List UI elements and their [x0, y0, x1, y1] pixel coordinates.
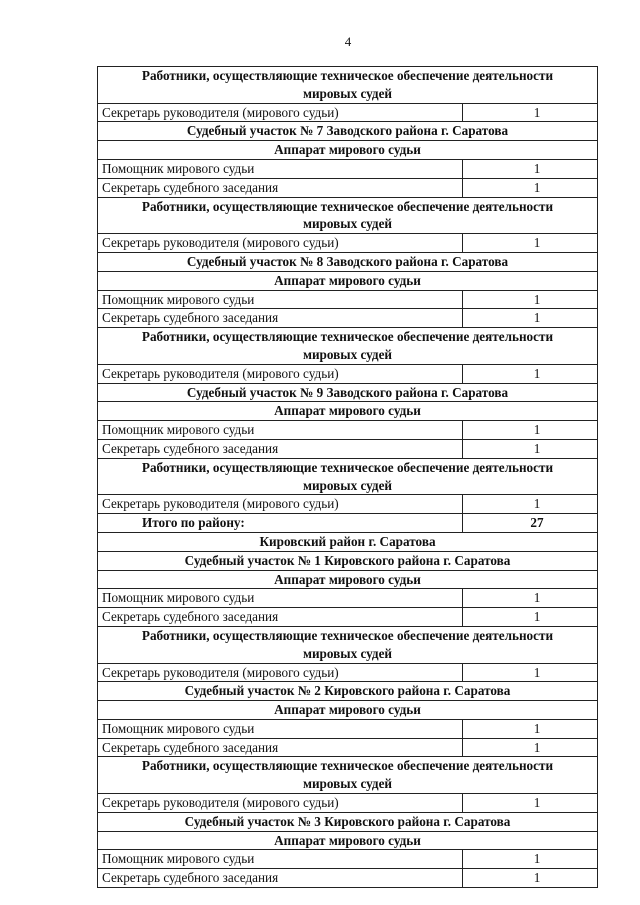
position-count: 1	[463, 663, 598, 682]
position-count: 1	[463, 159, 598, 178]
table-row	[98, 178, 598, 197]
position-name: Секретарь судебного заседания	[98, 869, 463, 888]
position-name: Секретарь руководителя (мирового судьи)	[98, 364, 463, 383]
table-row	[98, 495, 598, 514]
position-count: 1	[463, 850, 598, 869]
section-header: Аппарат мирового судьи	[98, 402, 598, 421]
total-row	[98, 514, 598, 533]
position-count: 1	[463, 495, 598, 514]
section-header: Аппарат мирового судьи	[98, 831, 598, 850]
total-value: 27	[463, 514, 598, 533]
position-count: 1	[463, 589, 598, 608]
section-header-row	[98, 197, 598, 234]
table-row	[98, 663, 598, 682]
section-header-row	[98, 402, 598, 421]
position-count: 1	[463, 309, 598, 328]
table-row	[98, 364, 598, 383]
section-header-row	[98, 122, 598, 141]
position-name: Помощник мирового судьи	[98, 421, 463, 440]
table-row	[98, 159, 598, 178]
table-row	[98, 719, 598, 738]
section-header-row	[98, 67, 598, 104]
table-row	[98, 608, 598, 627]
position-count: 1	[463, 421, 598, 440]
section-header: Судебный участок № 7 Заводского района г. Саратова	[98, 122, 598, 141]
position-count: 1	[463, 364, 598, 383]
section-header: Аппарат мирового судьи	[98, 141, 598, 160]
section-header: Аппарат мирового судьи	[98, 271, 598, 290]
position-count: 1	[463, 738, 598, 757]
section-header: Аппарат мирового судьи	[98, 701, 598, 720]
section-header: Работники, осуществляющие техническое обеспечение деятельности мировых судей	[98, 458, 598, 495]
section-header: Работники, осуществляющие техническое обеспечение деятельности мировых судей	[98, 626, 598, 663]
section-header-row	[98, 328, 598, 365]
position-count: 1	[463, 103, 598, 122]
section-header-row	[98, 812, 598, 831]
section-header: Судебный участок № 1 Кировского района г. Саратова	[98, 551, 598, 570]
position-name: Секретарь судебного заседания	[98, 178, 463, 197]
position-name: Секретарь руководителя (мирового судьи)	[98, 234, 463, 253]
section-header: Работники, осуществляющие техническое обеспечение деятельности мировых судей	[98, 197, 598, 234]
position-name: Помощник мирового судьи	[98, 850, 463, 869]
section-header-row	[98, 271, 598, 290]
section-header-row	[98, 252, 598, 271]
table-row	[98, 439, 598, 458]
table-row	[98, 309, 598, 328]
position-name: Секретарь судебного заседания	[98, 608, 463, 627]
table-row	[98, 850, 598, 869]
staff-table-body	[98, 67, 598, 888]
table-row	[98, 794, 598, 813]
section-header: Судебный участок № 3 Кировского района г. Саратова	[98, 812, 598, 831]
section-header: Работники, осуществляющие техническое обеспечение деятельности мировых судей	[98, 757, 598, 794]
section-header-row	[98, 682, 598, 701]
total-label: Итого по району:	[98, 514, 463, 533]
section-header-row	[98, 141, 598, 160]
position-count: 1	[463, 719, 598, 738]
section-header-row	[98, 831, 598, 850]
section-header-row	[98, 532, 598, 551]
position-count: 1	[463, 439, 598, 458]
section-header: Кировский район г. Саратова	[98, 532, 598, 551]
section-header: Работники, осуществляющие техническое обеспечение деятельности мировых судей	[98, 67, 598, 104]
position-name: Секретарь руководителя (мирового судьи)	[98, 663, 463, 682]
position-count: 1	[463, 290, 598, 309]
section-header-row	[98, 551, 598, 570]
table-row	[98, 103, 598, 122]
position-count: 1	[463, 794, 598, 813]
table-row	[98, 589, 598, 608]
section-header-row	[98, 383, 598, 402]
section-header: Судебный участок № 2 Кировского района г. Саратова	[98, 682, 598, 701]
section-header: Судебный участок № 9 Заводского района г. Саратова	[98, 383, 598, 402]
position-name: Секретарь судебного заседания	[98, 738, 463, 757]
position-name: Помощник мирового судьи	[98, 159, 463, 178]
position-name: Помощник мирового судьи	[98, 589, 463, 608]
section-header: Работники, осуществляющие техническое обеспечение деятельности мировых судей	[98, 328, 598, 365]
position-count: 1	[463, 234, 598, 253]
position-name: Секретарь руководителя (мирового судьи)	[98, 103, 463, 122]
section-header-row	[98, 458, 598, 495]
staff-table	[97, 66, 598, 888]
position-count: 1	[463, 608, 598, 627]
position-name: Помощник мирового судьи	[98, 290, 463, 309]
table-row	[98, 290, 598, 309]
position-name: Помощник мирового судьи	[98, 719, 463, 738]
position-name: Секретарь судебного заседания	[98, 439, 463, 458]
table-row	[98, 421, 598, 440]
position-name: Секретарь руководителя (мирового судьи)	[98, 794, 463, 813]
page-number: 4	[344, 34, 352, 49]
position-name: Секретарь судебного заседания	[98, 309, 463, 328]
position-count: 1	[463, 869, 598, 888]
section-header-row	[98, 757, 598, 794]
position-count: 1	[463, 178, 598, 197]
table-row	[98, 738, 598, 757]
section-header: Судебный участок № 8 Заводского района г. Саратова	[98, 252, 598, 271]
section-header-row	[98, 570, 598, 589]
section-header-row	[98, 701, 598, 720]
section-header-row	[98, 626, 598, 663]
section-header: Аппарат мирового судьи	[98, 570, 598, 589]
table-row	[98, 234, 598, 253]
table-row	[98, 869, 598, 888]
position-name: Секретарь руководителя (мирового судьи)	[98, 495, 463, 514]
